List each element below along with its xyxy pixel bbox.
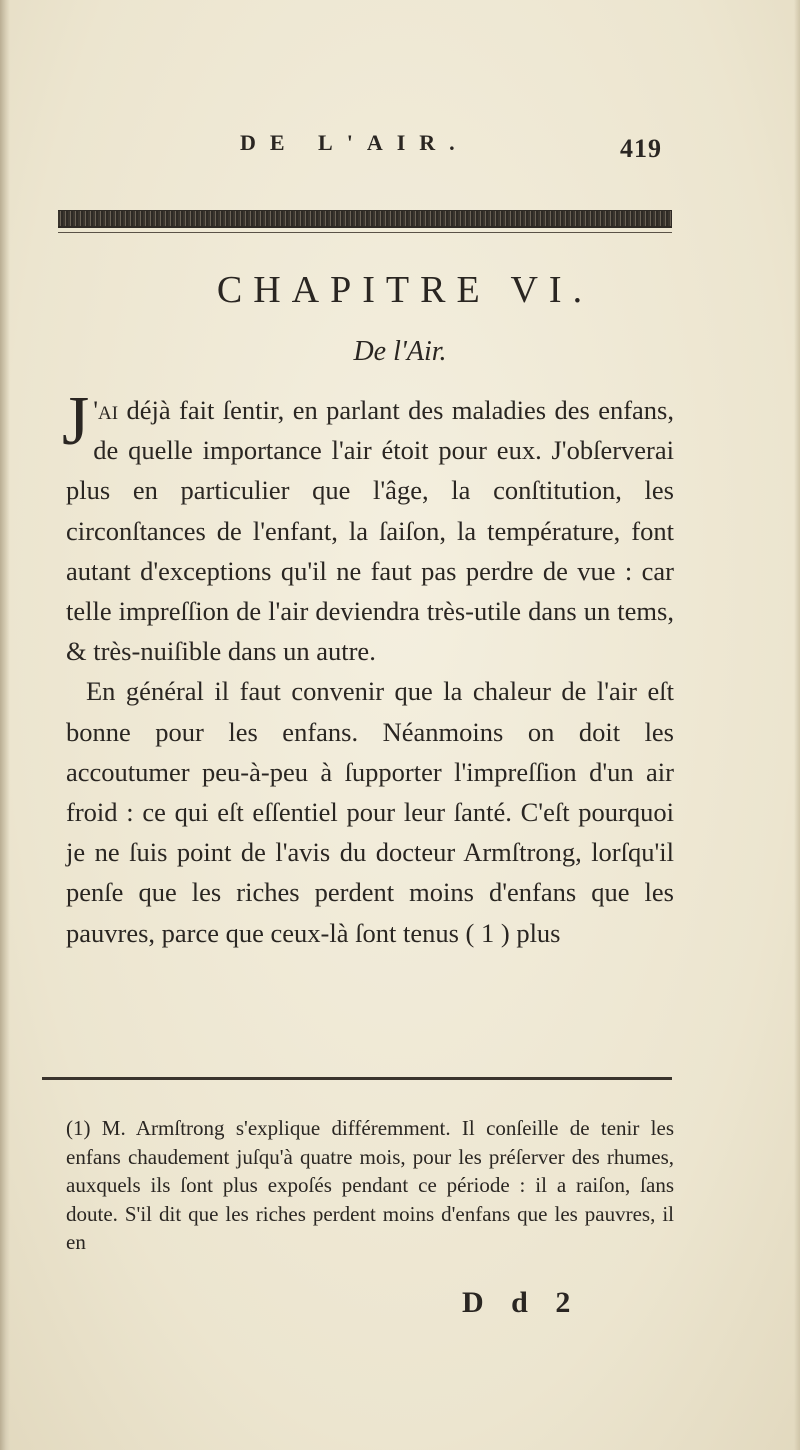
page-gutter-shadow — [0, 0, 10, 1450]
chapter-subtitle: De l'Air. — [353, 336, 447, 367]
ornamental-rule-underline — [58, 232, 672, 233]
running-title: DE L'AIR. — [240, 130, 469, 155]
running-head — [0, 130, 800, 164]
page-number: 419 — [620, 134, 662, 163]
signature-mark: D d 2 — [462, 1286, 581, 1319]
footnote-text: (1) M. Armſtrong s'explique différemment. Il conſeille de tenir les enfans chaudement juſqu'à quatre mois, pour les préſerver des rhumes, auxquels ils ſont plus expoſés pendant ce période : il a raiſon, ſans doute. S'il dit que les riches perdent moins d'enfans que les pauvres, il en — [66, 1116, 674, 1254]
footnote-rule — [42, 1077, 672, 1080]
paragraph-2: En général il faut convenir que la chaleur de l'air eſt bonne pour les enfans. Néanmoins on doit les accoutumer peu-à-peu à ſupporter l'impreſſion d'un air froid : ce qui eſt eſſentiel pour leur ſanté. C'eſt pourquoi je ne ſuis point de l'avis du docteur Armſtrong, lorſqu'il penſe que les riches perdent moins d'enfans que les pauvres, parce que ceux-là ſont tenus ( 1 ) plus — [66, 676, 674, 948]
page-edge-shadow — [794, 0, 800, 1450]
drop-cap: J — [62, 383, 90, 460]
footnote — [66, 1114, 674, 1257]
ornamental-rule — [58, 210, 672, 228]
paragraph-1 — [62, 383, 674, 671]
opening-smallcaps: 'ai — [93, 395, 119, 425]
body-text — [62, 383, 674, 953]
chapter-title: CHAPITRE VI. — [216, 269, 594, 311]
paragraph-1-text: déjà fait ſentir, en parlant des maladies des enfans, de quelle importance l'air étoit pour eux. J'obſerverai plus en particulier que l'âge, la conſtitution, les circonſtances de l'enfant, la ſaiſon, la température, font autant d'exceptions qu'il ne faut pas perdre de vue : car telle impreſſion de l'air deviendra très-utile dans un tems, & très-nuiſible dans un autre. — [66, 395, 674, 667]
